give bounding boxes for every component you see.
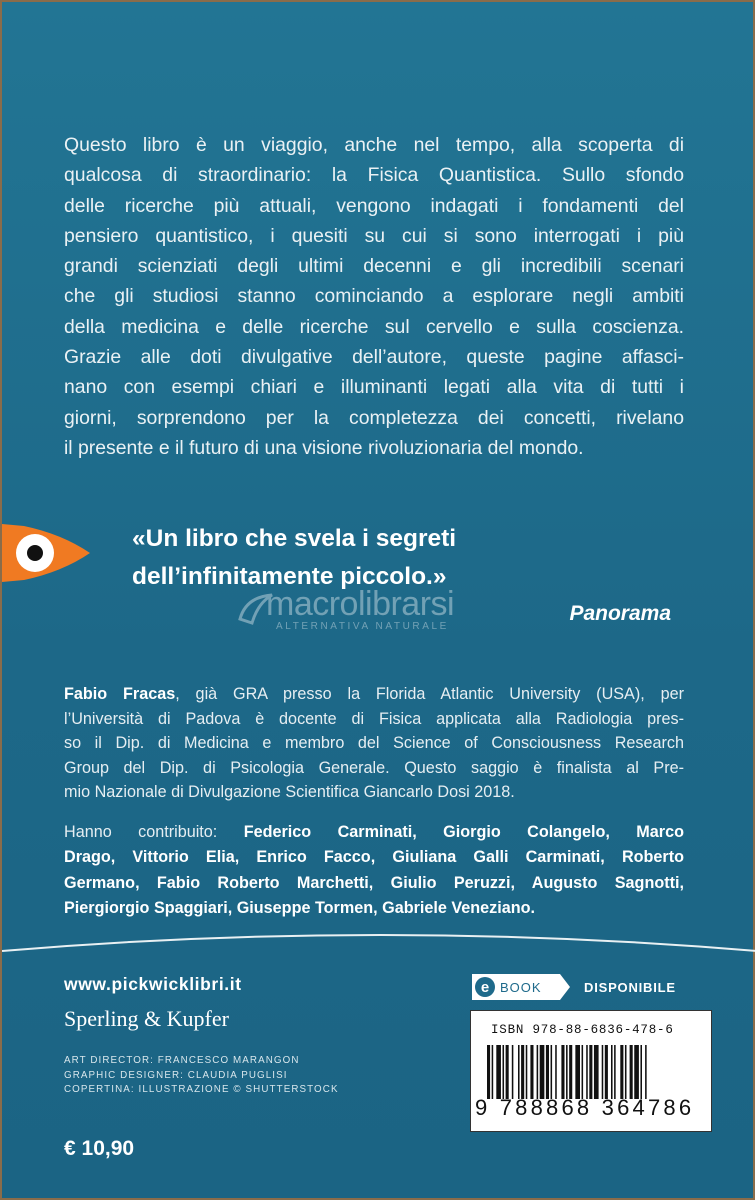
barcode-bar bbox=[586, 1045, 588, 1099]
barcode-bar bbox=[634, 1045, 639, 1099]
watermark bbox=[236, 585, 536, 635]
author-bio-intro: , già GRA presso la Florida Atlantic University (USA), per bbox=[175, 685, 684, 703]
book-description bbox=[64, 130, 684, 463]
contributors-line bbox=[64, 820, 684, 845]
ean-number: 9 788868 364786 bbox=[475, 1095, 695, 1120]
isbn-text: ISBN 978-88-6836-478-6 bbox=[491, 1023, 674, 1037]
ebook-letter: e bbox=[480, 979, 490, 996]
barcode-bar bbox=[506, 1045, 509, 1099]
barcode-bar bbox=[611, 1045, 613, 1099]
contributors-names: Germano, Fabio Roberto Marchetti, Giulio Peruzzi, Augusto Sagnotti, bbox=[64, 873, 684, 892]
barcode-bar bbox=[620, 1045, 623, 1099]
author-bio-line: l’Università di Padova è docente di Fisica applicata alla Radiologia pres- bbox=[64, 709, 684, 728]
barcode-bar bbox=[521, 1045, 524, 1099]
description-line: giorni, sorprendono per la completezza dei concetti, rivelano bbox=[64, 406, 684, 429]
watermark-name: macrolibrarsi bbox=[266, 585, 455, 623]
barcode-bar bbox=[602, 1045, 604, 1099]
barcode-bar bbox=[589, 1045, 592, 1099]
description-line: pensiero quantistico, i quesiti su cui si sono interrogati i più bbox=[64, 224, 684, 247]
author-bio-line: Group del Dip. di Psicologia Generale. Questo saggio è finalista al Pre- bbox=[64, 758, 684, 777]
barcode-bar bbox=[551, 1045, 553, 1099]
publisher-website: www.pickwicklibri.it bbox=[64, 974, 242, 994]
author-bio-line: so il Dip. di Medicina e membro del Science of Consciousness Research bbox=[64, 734, 684, 753]
ebook-badge bbox=[472, 974, 570, 1000]
quote-line: dell’infinitamente piccolo.» bbox=[132, 563, 447, 590]
barcode-bar bbox=[530, 1045, 533, 1099]
contributors-line bbox=[64, 845, 684, 870]
barcode-bar bbox=[640, 1045, 642, 1099]
description-line: qualcosa di straordinario: la Fisica Quantistica. Sullo sfondo bbox=[64, 164, 684, 187]
contributors-names: Federico Carminati, Giorgio Colangelo, Marco bbox=[243, 823, 684, 841]
barcode-bar bbox=[630, 1045, 633, 1099]
barcode-bar bbox=[566, 1045, 568, 1099]
description-line: grandi scienziati degli ultimi decenni e gli incredibili scenari bbox=[64, 255, 684, 278]
description-line: Grazie alle doti divulgative dell’autore, queste pagine affasci- bbox=[64, 346, 684, 369]
author-name: Fabio Fracas bbox=[64, 685, 176, 703]
credit-line: COPERTINA: ILLUSTRAZIONE © SHUTTERSTOCK bbox=[64, 1084, 339, 1096]
barcode bbox=[470, 1010, 712, 1132]
publisher-logo: Sperling & Kupfer bbox=[64, 1006, 229, 1031]
barcode-bar bbox=[561, 1045, 564, 1099]
watermark-tagline: ALTERNATIVA NATURALE bbox=[276, 621, 449, 632]
eye-icon bbox=[2, 520, 92, 586]
price: € 10,90 bbox=[64, 1137, 135, 1160]
barcode-bar bbox=[518, 1045, 520, 1099]
barcode-bar bbox=[569, 1045, 572, 1099]
contributors-names: Drago, Vittorio Elia, Enrico Facco, Giuliana Galli Carminati, Roberto bbox=[64, 848, 684, 867]
description-line: il presente e il futuro di una visione rivoluzionaria del mondo. bbox=[64, 436, 584, 459]
description-line: delle ricerche più attuali, vengono indagati i fondamenti del bbox=[64, 194, 684, 217]
barcode-bar bbox=[645, 1045, 647, 1099]
barcode-bar bbox=[546, 1045, 549, 1099]
contributors-label: Hanno contribuito: bbox=[64, 823, 244, 841]
barcode-bar bbox=[575, 1045, 580, 1099]
quote-line: «Un libro che svela i segreti bbox=[132, 525, 457, 552]
barcode-bar bbox=[594, 1045, 599, 1099]
credit-line: GRAPHIC DESIGNER: CLAUDIA PUGLISI bbox=[64, 1069, 288, 1081]
author-bio bbox=[64, 682, 684, 805]
contributors bbox=[64, 820, 684, 922]
ebook-label: BOOK bbox=[500, 980, 542, 995]
barcode-bar bbox=[496, 1045, 501, 1099]
divider-curve bbox=[2, 917, 755, 967]
barcode-bar bbox=[512, 1045, 514, 1099]
quote-source: Panorama bbox=[569, 602, 671, 625]
barcode-bar bbox=[555, 1045, 557, 1099]
barcode-bar bbox=[537, 1045, 539, 1099]
barcode-bar bbox=[614, 1045, 616, 1099]
barcode-bar bbox=[503, 1045, 505, 1099]
barcode-bar bbox=[492, 1045, 494, 1099]
description-line: della medicina e delle ricerche sul cervello e sulla coscienza. bbox=[64, 315, 684, 338]
barcode-bar bbox=[605, 1045, 608, 1099]
barcode-bar bbox=[540, 1045, 545, 1099]
description-line: che gli studiosi stanno cominciando a esplorare negli ambiti bbox=[64, 285, 684, 308]
barcode-bar bbox=[526, 1045, 528, 1099]
ebook-availability: DISPONIBILE bbox=[584, 980, 676, 995]
description-line: Questo libro è un viaggio, anche nel tempo, alla scoperta di bbox=[64, 134, 684, 156]
author-bio-line: mio Nazionale di Divulgazione Scientifica Giancarlo Dosi 2018. bbox=[64, 783, 515, 802]
barcode-bar bbox=[625, 1045, 627, 1099]
contributors-names: Piergiorgio Spaggiari, Giuseppe Tormen, Gabriele Veneziano. bbox=[64, 899, 536, 918]
credit-line: ART DIRECTOR: FRANCESCO MARANGON bbox=[64, 1055, 300, 1066]
barcode-bar bbox=[487, 1045, 490, 1099]
barcode-bars bbox=[487, 1045, 695, 1099]
description-line: nano con esempi chiari e illuminanti legati alla vita di tutti i bbox=[64, 376, 684, 399]
design-credits bbox=[64, 1054, 339, 1098]
contributors-line bbox=[64, 871, 684, 896]
barcode-bar bbox=[582, 1045, 584, 1099]
author-bio-line bbox=[64, 682, 684, 707]
